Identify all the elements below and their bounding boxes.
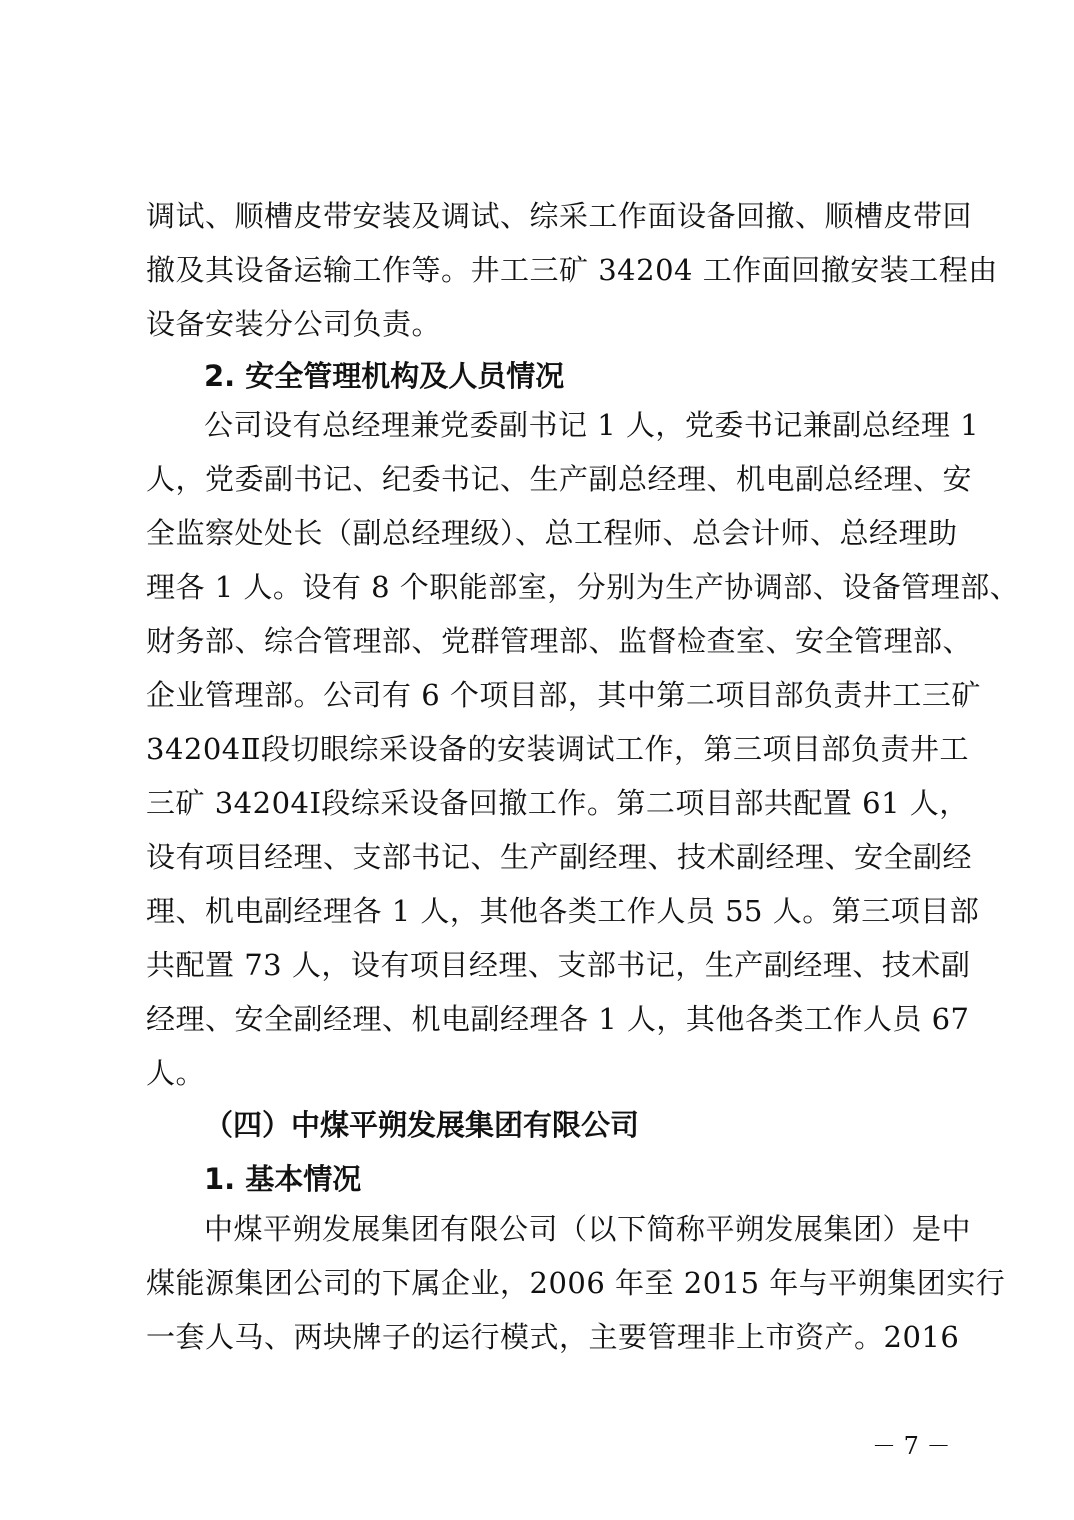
- text-line: 调试、顺槽皮带安装及调试、综采工作面设备回撤、顺槽皮带回: [146, 199, 973, 233]
- text-line: 34204Ⅱ段切眼综采设备的安装调试工作，第三项目部负责井工: [146, 732, 969, 766]
- text-line: 全监察处处长（副总经理级）、总工程师、总会计师、总经理助: [146, 516, 958, 550]
- text-line: 共配置 73 人，设有项目经理、支部书记，生产副经理、技术副: [146, 948, 971, 982]
- section-heading-pingshuo-development: （四）中煤平朔发展集团有限公司: [204, 1108, 640, 1142]
- text-line: 撤及其设备运输工作等。井工三矿 34204 工作面回撤安装工程由: [146, 253, 998, 287]
- text-line: 三矿 34204Ⅰ段综采设备回撤工作。第二项目部共配置 61 人，: [146, 786, 969, 820]
- text-line: 理、机电副经理各 1 人，其他各类工作人员 55 人。第三项目部: [146, 894, 980, 928]
- text-line: 煤能源集团公司的下属企业，2006 年至 2015 年与平朔集团实行: [146, 1266, 1006, 1300]
- text-line: 中煤平朔发展集团有限公司（以下简称平朔发展集团）是中: [204, 1212, 972, 1246]
- text-line: 设备安装分公司负责。: [146, 307, 442, 341]
- text-line: 理各 1 人。设有 8 个职能部室，分别为生产协调部、设备管理部、: [146, 570, 1020, 604]
- text-line: 公司设有总经理兼党委副书记 1 人，党委书记兼副总经理 1: [204, 408, 980, 442]
- page-number: － 7 －: [872, 1432, 951, 1460]
- text-line: 设有项目经理、支部书记、生产副经理、技术副经理、安全副经: [146, 840, 973, 874]
- text-line: 企业管理部。公司有 6 个项目部，其中第二项目部负责井工三矿: [146, 678, 981, 712]
- section-heading-safety-management: 2. 安全管理机构及人员情况: [204, 359, 565, 393]
- text-line: 人。: [146, 1056, 206, 1090]
- text-line: 一套人马、两块牌子的运行模式，主要管理非上市资产。2016: [146, 1320, 960, 1354]
- text-line: 人，党委副书记、纪委书记、生产副总经理、机电副总经理、安: [146, 462, 973, 496]
- text-line: 经理、安全副经理、机电副经理各 1 人，其他各类工作人员 67: [146, 1002, 970, 1036]
- text-line: 财务部、综合管理部、党群管理部、监督检查室、安全管理部、: [146, 624, 973, 658]
- section-heading-basic-info: 1. 基本情况: [204, 1162, 362, 1196]
